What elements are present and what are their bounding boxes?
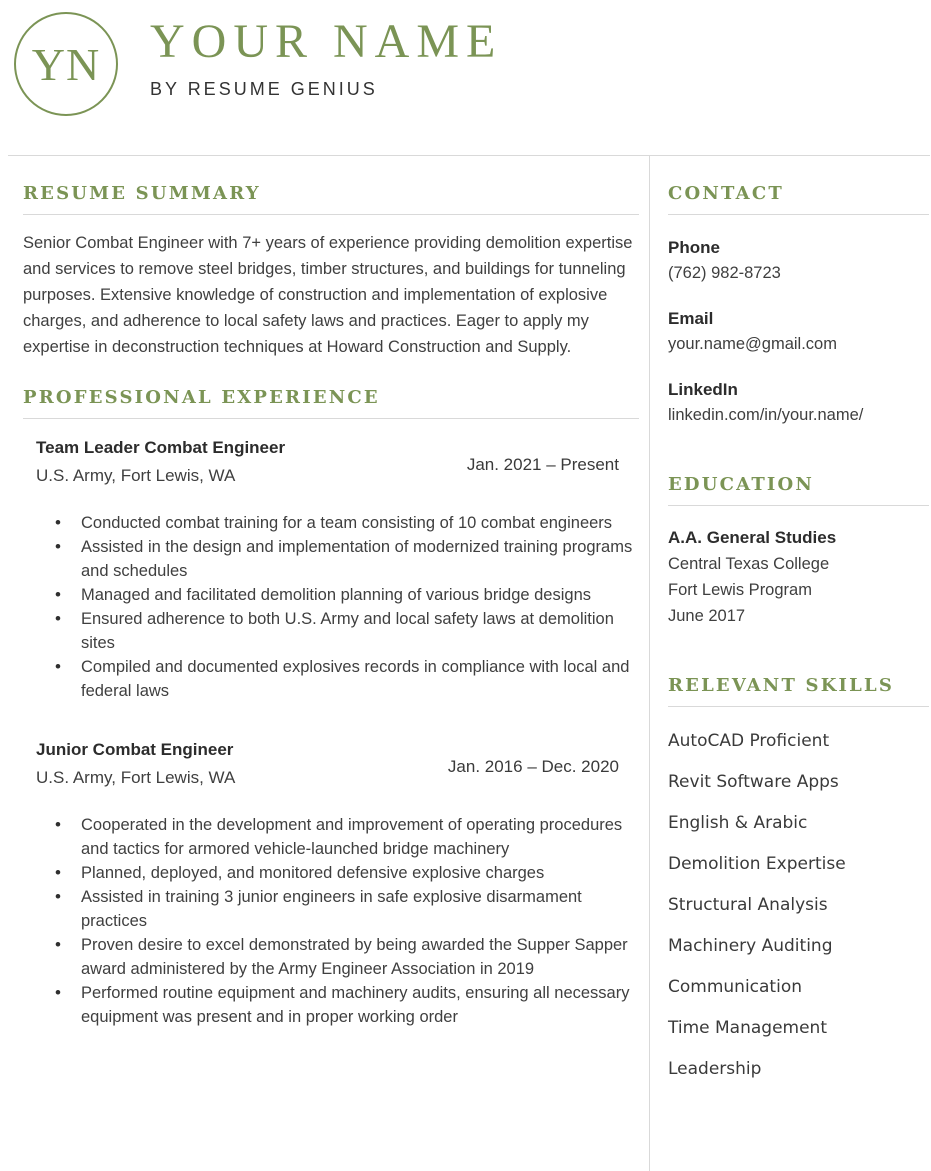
job-title: Team Leader Combat Engineer [36, 438, 286, 457]
education-detail: Central Texas College [668, 555, 830, 573]
job-bullet-list [23, 813, 639, 1029]
experience-section [23, 387, 639, 1029]
job-bullet: • Proven desire to excel demonstrated by being awarded the Supper Sapper award administered by the Army Engineer Association in 2019 [23, 933, 638, 981]
main-column [8, 155, 650, 1171]
job-entry [23, 738, 639, 1029]
contact-label: Phone [668, 238, 720, 257]
contact-value: your.name@gmail.com [668, 335, 837, 353]
skill-item: English & Arabic [668, 813, 808, 833]
education-section [668, 474, 929, 629]
education-heading: EDUCATION [668, 474, 929, 506]
skill-item: Time Management [668, 1018, 827, 1038]
education-detail: Fort Lewis Program [668, 581, 812, 599]
resume-header [0, 0, 931, 155]
content-columns [0, 155, 931, 1171]
education-detail-list [668, 551, 929, 629]
job-bullet: • Conducted combat training for a team consisting of 10 combat engineers [23, 511, 638, 535]
resume-name: YOUR NAME [150, 15, 503, 68]
contact-email [668, 307, 929, 356]
job-company: U.S. Army, Fort Lewis, WA [36, 768, 236, 787]
job-header [23, 436, 639, 488]
contact-linkedin [668, 378, 929, 427]
job-bullet: • Planned, deployed, and monitored defensive explosive charges [23, 861, 638, 885]
byline: BY RESUME GENIUS [150, 79, 378, 99]
skill-item: Structural Analysis [668, 895, 828, 915]
monogram-logo [14, 12, 118, 116]
contact-phone [668, 236, 929, 285]
job-bullet: • Ensured adherence to both U.S. Army and local safety laws at demolition sites [23, 607, 638, 655]
skills-heading: RELEVANT SKILLS [668, 675, 929, 707]
contact-label: LinkedIn [668, 380, 738, 399]
name-block [150, 14, 502, 100]
logo-initials: YN [31, 38, 101, 90]
contact-section [668, 183, 929, 427]
job-dates: Jan. 2016 – Dec. 2020 [447, 757, 619, 776]
experience-heading: PROFESSIONAL EXPERIENCE [23, 387, 639, 419]
contact-heading: CONTACT [668, 183, 929, 215]
job-dates: Jan. 2021 – Present [466, 455, 619, 474]
job-bullet-list [23, 511, 639, 703]
skill-item: Revit Software Apps [668, 772, 839, 792]
skill-item: Demolition Expertise [668, 854, 846, 874]
job-bullet: • Cooperated in the development and improvement of operating procedures and tactics for armored vehicle-launched bridge machinery [23, 813, 638, 861]
skills-section [668, 675, 929, 1081]
skill-item: AutoCAD Proficient [668, 731, 830, 751]
contact-value: (762) 982-8723 [668, 264, 781, 282]
job-entry [23, 436, 639, 703]
sidebar-column [650, 155, 930, 1171]
education-detail: June 2017 [668, 607, 746, 625]
job-header [23, 738, 639, 790]
job-bullet: • Managed and facilitated demolition planning of various bridge designs [23, 583, 638, 607]
job-bullet: • Assisted in the design and implementation of modernized training programs and schedules [23, 535, 638, 583]
contact-value: linkedin.com/in/your.name/ [668, 406, 864, 424]
job-title: Junior Combat Engineer [36, 740, 234, 759]
skill-item: Communication [668, 977, 802, 997]
contact-label: Email [668, 309, 714, 328]
job-bullet: • Performed routine equipment and machinery audits, ensuring all necessary equipment was present and in proper working order [23, 981, 638, 1029]
skill-item: Leadership [668, 1059, 762, 1079]
summary-text: Senior Combat Engineer with 7+ years of experience providing demolition expertise and services to remove steel bridges, timber structures, and buildings for tunneling purposes. Extensive knowledge of construction and implementation of explosive charges, and adherence to local safety laws and practices. Eager to apply my expertise in deconstruction techniques at Howard Construction and Supply. [23, 234, 633, 356]
education-degree: A.A. General Studies [668, 528, 837, 547]
skill-item: Machinery Auditing [668, 936, 833, 956]
job-bullet: • Compiled and documented explosives records in compliance with local and federal laws [23, 655, 638, 703]
job-company: U.S. Army, Fort Lewis, WA [36, 466, 236, 485]
skills-list [668, 729, 929, 1081]
summary-heading: RESUME SUMMARY [23, 183, 639, 215]
summary-section [23, 183, 639, 360]
education-entry [668, 525, 929, 629]
job-bullet: • Assisted in training 3 junior engineers in safe explosive disarmament practices [23, 885, 638, 933]
